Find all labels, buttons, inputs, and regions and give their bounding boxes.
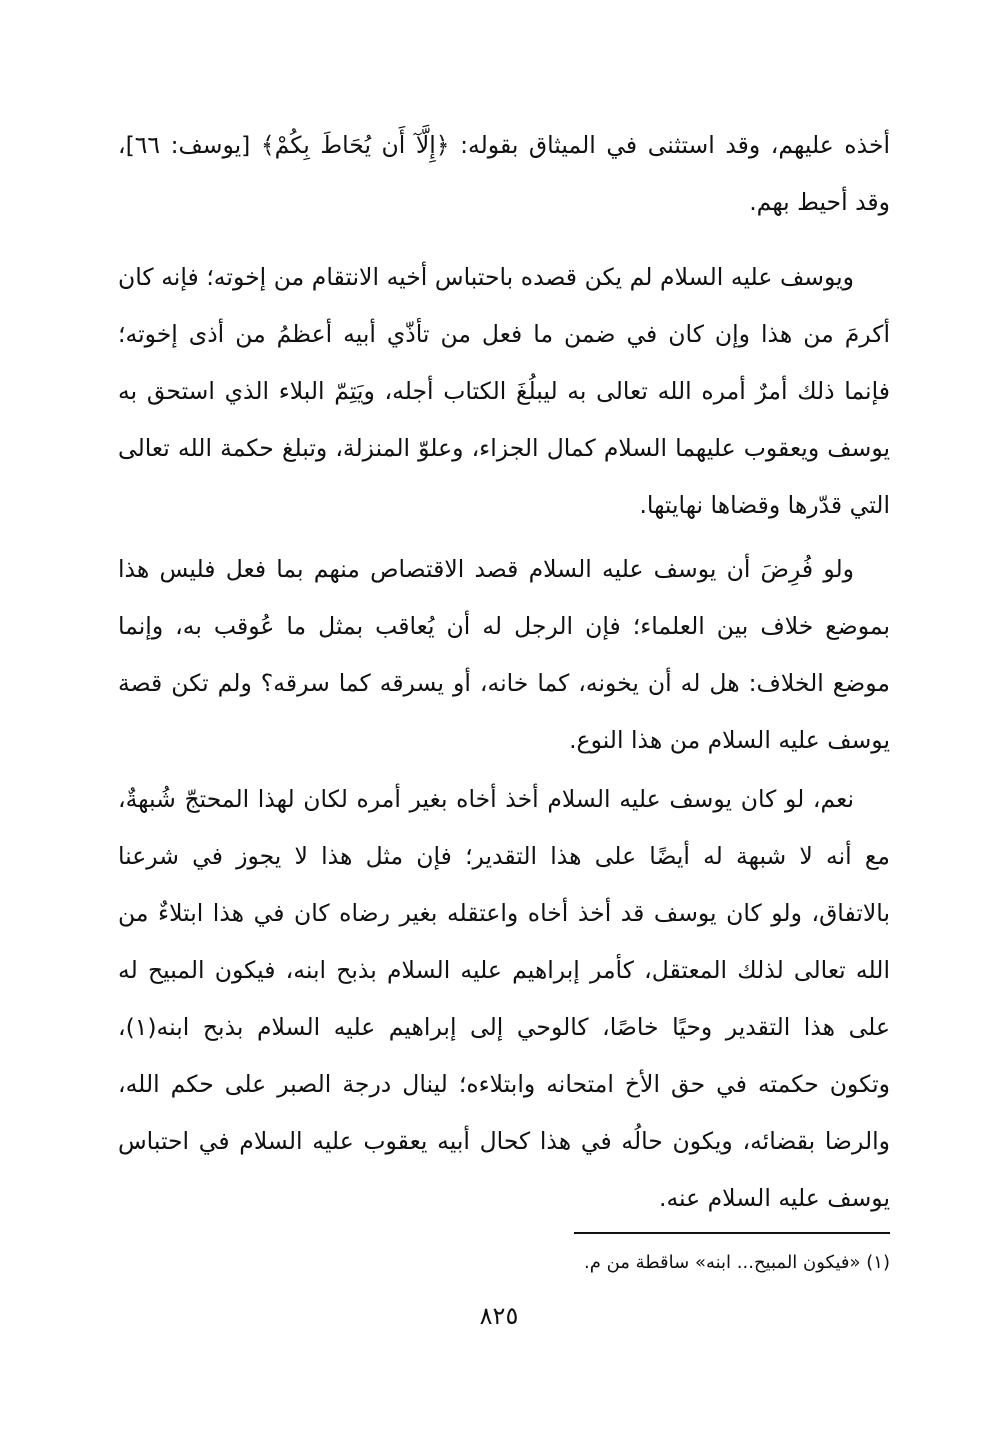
footnote-divider — [574, 1232, 890, 1234]
body-paragraph-1 — [118, 117, 890, 231]
body-paragraph-4 — [118, 771, 890, 1227]
body-paragraph-2 — [118, 249, 890, 534]
paragraph-text: أخذه عليهم، وقد استثنى في الميثاق بقوله: ﴿إِلَّآ أَن يُحَاطَ بِكُمْ﴾ [يوسف: ٦٦]، وقد أحيط بهم. — [118, 131, 890, 216]
paragraph-text: ويوسف عليه السلام لم يكن قصده باحتباس أخيه الانتقام من إخوته؛ فإنه كان أكرمَ من هذا وإن كان في ضمن ما فعل من تأذّي أبيه أعظمُ من أذى إخوته؛ فإنما ذلك أمرٌ أمره الله تعالى به ليبلُغَ الكتاب أجله، ويَتِمّ البلاء الذي استحق به يوسف ويعقوب عليهما السلام كمال الجزاء، وعلوّ المنزلة، وتبلغ حكمة الله تعالى التي قدّرها وقضاها نهايتها. — [118, 263, 890, 519]
body-paragraph-3 — [118, 541, 890, 769]
footnote: (١) «فيكون المبيح... ابنه» ساقطة من م. — [583, 1252, 890, 1273]
paragraph-text: ولو فُرِضَ أن يوسف عليه السلام قصد الاقتصاص منهم بما فعل فليس هذا بموضع خلاف بين العلماء؛ فإن الرجل له أن يُعاقب بمثل ما عُوقب به، وإنما موضع الخلاف: هل له أن يخونه، كما خانه، أو يسرقه كما سرقه؟ ولم تكن قصة يوسف عليه السلام من هذا النوع. — [118, 555, 890, 754]
page-number: ٨٢٥ — [479, 1302, 519, 1330]
paragraph-text: نعم، لو كان يوسف عليه السلام أخذ أخاه بغير أمره لكان لهذا المحتجّ شُبهةٌ، مع أنه لا شبهة له أيضًا على هذا التقدير؛ فإن مثل هذا لا يجوز في شرعنا بالاتفاق، ولو كان يوسف قد أخذ أخاه واعتقله بغير رضاه كان في هذا ابتلاءٌ من الله تعالى لذلك المعتقل، كأمر إبراهيم عليه السلام بذبح ابنه، فيكون المبيح له على هذا التقدير وحيًا خاصًا، كالوحي إلى إبراهيم عليه السلام بذبح ابنه(١)، وتكون حكمته في حق الأخ امتحانه وابتلاءه؛ لينال درجة الصبر على حكم الله، والرضا بقضائه، ويكون حالُه في هذا كحال أبيه يعقوب عليه السلام في احتباس يوسف عليه السلام عنه. — [118, 785, 890, 1212]
